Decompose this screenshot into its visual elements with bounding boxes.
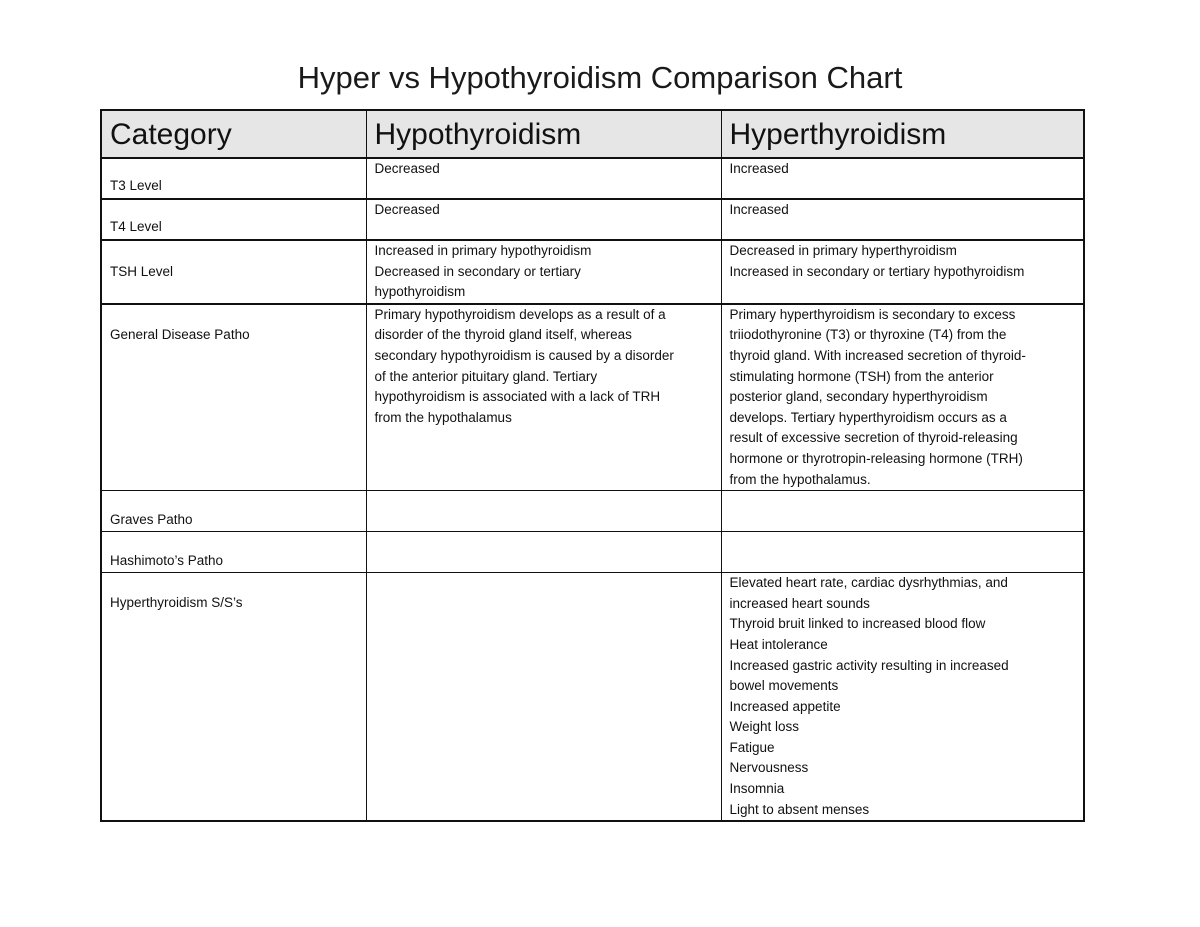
cell-line: hypothyroidism — [374, 284, 466, 300]
cell-line: from the hypothalamus. — [729, 471, 871, 487]
table-row — [101, 199, 1084, 240]
cell-line: Elevated heart rate, cardiac dysrhythmias, and — [729, 575, 1008, 591]
category-label: General Disease Patho — [110, 326, 250, 342]
cell-line: of the anterior pituitary gland. Tertiary — [374, 368, 598, 384]
category-cell: TSH Level — [101, 240, 366, 304]
cell-line: Increased gastric activity resulting in increased — [729, 657, 1009, 673]
category-cell: T3 Level — [101, 158, 366, 199]
cell-line: secondary hypothyroidism is caused by a disorder — [374, 347, 674, 363]
table-row — [101, 532, 1084, 573]
category-cell: Graves Patho — [101, 491, 366, 532]
cell-line: Insomnia — [729, 781, 785, 797]
hyper-cell — [721, 532, 1084, 573]
comparison-table — [100, 109, 1085, 822]
hypo-cell — [366, 304, 721, 491]
cell-line: Decreased — [374, 161, 440, 176]
cell-line: disorder of the thyroid gland itself, whereas — [374, 327, 632, 343]
cell-line: Increased in secondary or tertiary hypothyroidism — [729, 263, 1025, 279]
cell-line: Increased in primary hypothyroidism — [374, 243, 592, 258]
hyper-cell — [721, 158, 1084, 199]
cell-line: Increased appetite — [729, 698, 841, 714]
cell-line: bowel movements — [729, 678, 839, 694]
category-label: Hyperthyroidism S/S’s — [110, 595, 243, 611]
cell-line: Decreased — [374, 202, 440, 217]
cell-line: Thyroid bruit linked to increased blood flow — [729, 616, 986, 632]
cell-line: Heat intolerance — [729, 636, 828, 652]
cell-line: hormone or thyrotropin-releasing hormone (TRH) — [729, 450, 1023, 466]
header-row — [101, 110, 1084, 158]
table-row — [101, 304, 1084, 491]
hypo-cell — [366, 532, 721, 573]
cell-line: result of excessive secretion of thyroid-releasing — [729, 430, 1018, 446]
hypo-cell — [366, 573, 721, 822]
cell-line: Decreased in secondary or tertiary — [374, 263, 581, 279]
hypo-cell — [366, 491, 721, 532]
table-row — [101, 240, 1084, 304]
cell-line: triiodothyronine (T3) or thyroxine (T4) from the — [729, 327, 1007, 343]
cell-line: from the hypothalamus — [374, 409, 512, 425]
header-category: Category — [101, 110, 366, 158]
cell-line: develops. Tertiary hyperthyroidism occurs as a — [729, 409, 1007, 425]
cell-line: Fatigue — [729, 739, 775, 755]
cell-line: Weight loss — [729, 719, 800, 735]
hyper-cell — [721, 491, 1084, 532]
cell-line: Nervousness — [729, 760, 809, 776]
cell-line: Increased — [729, 202, 789, 217]
hypo-cell — [366, 158, 721, 199]
category-cell — [101, 304, 366, 491]
cell-line: increased heart sounds — [729, 595, 870, 611]
category-cell: Hashimoto’s Patho — [101, 532, 366, 573]
hyper-cell — [721, 304, 1084, 491]
cell-line: Increased — [729, 161, 789, 176]
table-row — [101, 491, 1084, 532]
table-row — [101, 158, 1084, 199]
cell-line: Decreased in primary hyperthyroidism — [729, 243, 957, 258]
header-hypothyroidism: Hypothyroidism — [366, 110, 721, 158]
category-cell: T4 Level — [101, 199, 366, 240]
cell-line: Light to absent menses — [729, 801, 870, 817]
header-hyperthyroidism: Hyperthyroidism — [721, 110, 1084, 158]
cell-line: thyroid gland. With increased secretion of thyroid- — [729, 347, 1026, 363]
hyper-cell — [721, 199, 1084, 240]
cell-line: Primary hyperthyroidism is secondary to excess — [729, 306, 1016, 322]
category-cell — [101, 573, 366, 822]
page-title: Hyper vs Hypothyroidism Comparison Chart — [297, 60, 903, 95]
cell-line: stimulating hormone (TSH) from the anterior — [729, 368, 994, 384]
cell-line: hypothyroidism is associated with a lack of TRH — [374, 389, 661, 405]
hyper-cell — [721, 573, 1084, 822]
table-row — [101, 573, 1084, 822]
hyper-cell — [721, 240, 1084, 304]
cell-line: Primary hypothyroidism develops as a result of a — [374, 306, 666, 322]
cell-line: posterior gland, secondary hyperthyroidism — [729, 389, 988, 405]
hypo-cell — [366, 240, 721, 304]
hypo-cell — [366, 199, 721, 240]
